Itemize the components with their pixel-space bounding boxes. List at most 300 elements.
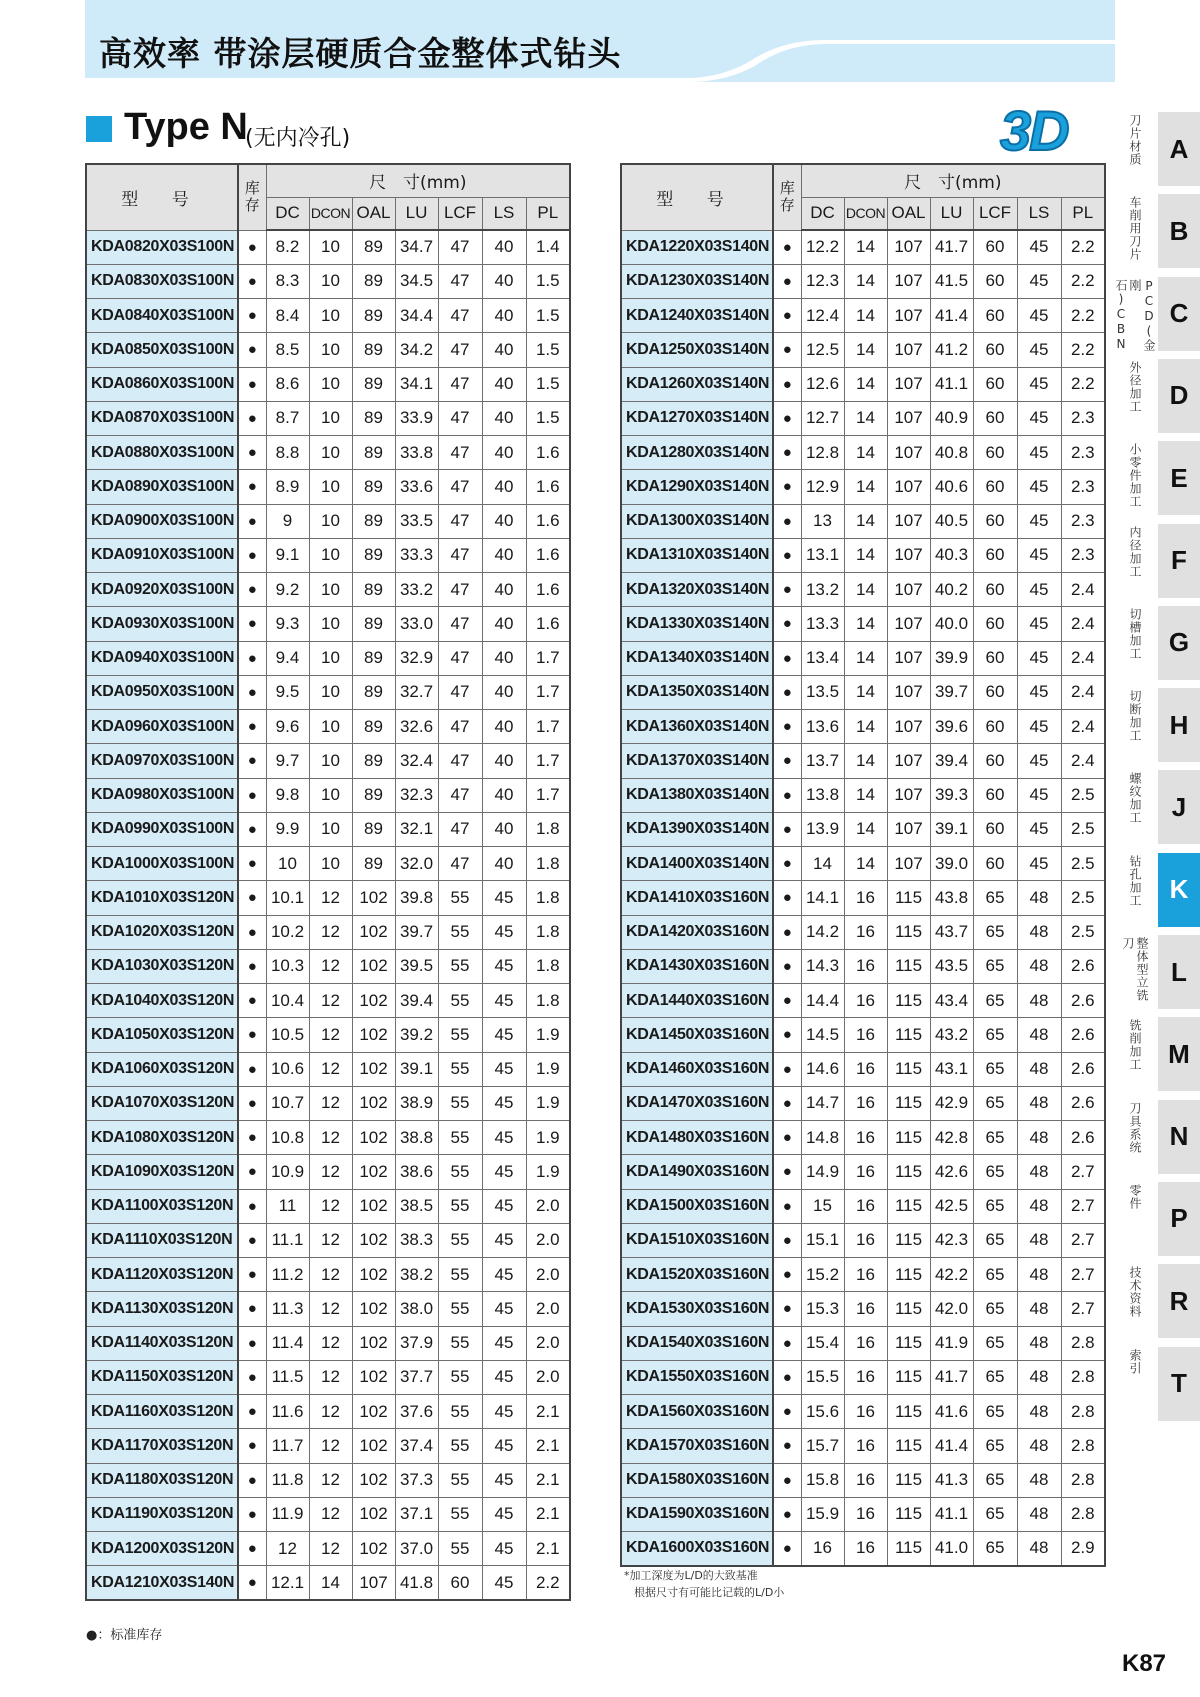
side-tab-label: 整体型立铣刀 <box>1121 937 1149 1002</box>
ls-cell: 40 <box>482 641 526 675</box>
table-row <box>621 1121 1105 1155</box>
oal-cell: 115 <box>887 1463 930 1497</box>
dcon-cell: 10 <box>309 470 352 504</box>
ls-cell: 45 <box>1017 812 1061 846</box>
oal-cell: 115 <box>887 1223 930 1257</box>
side-tab-f[interactable] <box>1122 522 1200 600</box>
table-row <box>621 778 1105 812</box>
ls-cell: 40 <box>482 847 526 881</box>
lu-cell: 32.6 <box>395 710 438 744</box>
model-cell: KDA1580X03S160N <box>621 1463 773 1497</box>
lu-cell: 40.2 <box>930 573 973 607</box>
side-tab-g[interactable] <box>1122 604 1200 682</box>
dcon-cell: 16 <box>844 1223 887 1257</box>
side-tab-r[interactable] <box>1122 1262 1200 1340</box>
oal-cell: 115 <box>887 1018 930 1052</box>
lcf-cell: 60 <box>973 333 1017 367</box>
ls-cell: 45 <box>1017 230 1061 264</box>
ls-cell: 45 <box>482 1360 526 1394</box>
oal-cell: 102 <box>352 1223 395 1257</box>
dcon-cell: 16 <box>844 1292 887 1326</box>
lcf-cell: 55 <box>438 1429 482 1463</box>
table-row <box>621 573 1105 607</box>
table-row <box>86 1532 570 1566</box>
oal-cell: 115 <box>887 1326 930 1360</box>
side-tab-a[interactable] <box>1122 110 1200 188</box>
side-tab-letter: C <box>1158 277 1200 351</box>
side-tab-h[interactable] <box>1122 686 1200 764</box>
lcf-cell: 65 <box>973 1360 1017 1394</box>
model-cell: KDA1020X03S120N <box>86 915 238 949</box>
lu-cell: 43.5 <box>930 949 973 983</box>
pl-cell: 2.3 <box>1061 504 1105 538</box>
pl-cell: 2.2 <box>1061 230 1105 264</box>
model-cell: KDA1290X03S140N <box>621 470 773 504</box>
lcf-cell: 65 <box>973 1121 1017 1155</box>
oal-cell: 102 <box>352 1052 395 1086</box>
table-row <box>86 504 570 538</box>
dcon-cell: 16 <box>844 1018 887 1052</box>
lcf-cell: 60 <box>973 264 1017 298</box>
dc-cell: 12 <box>266 1532 309 1566</box>
stock-cell: ● <box>773 1326 801 1360</box>
model-cell: KDA0850X03S100N <box>86 333 238 367</box>
dc-cell: 13 <box>801 504 844 538</box>
table-row <box>621 504 1105 538</box>
lu-cell: 41.2 <box>930 333 973 367</box>
table-row <box>621 1189 1105 1223</box>
table-row <box>621 1360 1105 1394</box>
page-title: 高效率 带涂层硬质合金整体式钻头 <box>99 34 622 73</box>
pl-cell: 1.7 <box>526 641 570 675</box>
stock-cell: ● <box>773 1052 801 1086</box>
dc-cell: 15.9 <box>801 1497 844 1531</box>
lu-cell: 39.3 <box>930 778 973 812</box>
lu-cell: 32.4 <box>395 744 438 778</box>
pl-cell: 1.9 <box>526 1052 570 1086</box>
dc-cell: 10.6 <box>266 1052 309 1086</box>
table-row <box>621 607 1105 641</box>
column-header-lcf: LCF <box>973 197 1017 230</box>
stock-cell: ● <box>238 333 266 367</box>
dcon-cell: 10 <box>309 264 352 298</box>
lu-cell: 37.7 <box>395 1360 438 1394</box>
section-marker-square <box>86 116 112 142</box>
model-cell: KDA1240X03S140N <box>621 299 773 333</box>
lcf-cell: 47 <box>438 367 482 401</box>
ls-cell: 40 <box>482 333 526 367</box>
stock-cell: ● <box>238 1189 266 1223</box>
table-row <box>86 675 570 709</box>
oal-cell: 115 <box>887 915 930 949</box>
dc-cell: 14 <box>801 847 844 881</box>
ls-cell: 40 <box>482 264 526 298</box>
dc-cell: 11.1 <box>266 1223 309 1257</box>
stock-cell: ● <box>773 607 801 641</box>
dc-cell: 14.4 <box>801 984 844 1018</box>
model-cell: KDA1490X03S160N <box>621 1155 773 1189</box>
lcf-cell: 47 <box>438 401 482 435</box>
lu-cell: 37.1 <box>395 1497 438 1531</box>
side-tab-c[interactable] <box>1114 275 1200 353</box>
stock-cell: ● <box>773 538 801 572</box>
stock-cell: ● <box>238 1018 266 1052</box>
ls-cell: 45 <box>482 1121 526 1155</box>
lcf-cell: 47 <box>438 778 482 812</box>
table-row <box>621 401 1105 435</box>
ls-cell: 48 <box>1017 915 1061 949</box>
ls-cell: 45 <box>1017 538 1061 572</box>
lcf-cell: 60 <box>973 538 1017 572</box>
side-tab-k[interactable] <box>1122 851 1200 929</box>
dc-cell: 12.1 <box>266 1566 309 1600</box>
lcf-cell: 55 <box>438 1395 482 1429</box>
stock-cell: ● <box>773 881 801 915</box>
dcon-cell: 14 <box>844 744 887 778</box>
lu-cell: 40.6 <box>930 470 973 504</box>
lcf-cell: 55 <box>438 1223 482 1257</box>
lcf-cell: 47 <box>438 299 482 333</box>
table-row <box>621 436 1105 470</box>
lu-cell: 33.3 <box>395 538 438 572</box>
ls-cell: 40 <box>482 607 526 641</box>
dcon-cell: 16 <box>844 949 887 983</box>
ls-cell: 45 <box>482 1223 526 1257</box>
table-row <box>86 641 570 675</box>
table-row <box>86 1189 570 1223</box>
dcon-cell: 12 <box>309 1258 352 1292</box>
stock-cell: ● <box>773 1155 801 1189</box>
stock-cell: ● <box>773 1497 801 1531</box>
oal-cell: 102 <box>352 949 395 983</box>
table-row <box>621 333 1105 367</box>
model-cell: KDA0930X03S100N <box>86 607 238 641</box>
pl-cell: 2.3 <box>1061 401 1105 435</box>
dc-cell: 9.9 <box>266 812 309 846</box>
ls-cell: 45 <box>482 1155 526 1189</box>
side-tab-l[interactable] <box>1122 933 1200 1011</box>
table-row <box>86 470 570 504</box>
page-number: K87 <box>1122 1650 1167 1677</box>
pl-cell: 1.9 <box>526 1018 570 1052</box>
stock-cell: ● <box>773 401 801 435</box>
side-tab-letter: P <box>1158 1182 1200 1256</box>
dcon-cell: 10 <box>309 573 352 607</box>
pl-cell: 2.5 <box>1061 812 1105 846</box>
side-tab-letter: T <box>1158 1347 1200 1421</box>
column-header-lu: LU <box>930 197 973 230</box>
ls-cell: 45 <box>1017 744 1061 778</box>
model-cell: KDA1380X03S140N <box>621 778 773 812</box>
dc-cell: 15.8 <box>801 1463 844 1497</box>
lu-cell: 39.8 <box>395 881 438 915</box>
pl-cell: 1.5 <box>526 401 570 435</box>
dc-cell: 10.3 <box>266 949 309 983</box>
lu-cell: 41.7 <box>930 230 973 264</box>
model-cell: KDA1480X03S160N <box>621 1121 773 1155</box>
oal-cell: 89 <box>352 264 395 298</box>
model-cell: KDA1000X03S100N <box>86 847 238 881</box>
side-tab-b[interactable] <box>1122 192 1200 270</box>
table-row <box>86 401 570 435</box>
section-subtitle: (无内冷孔) <box>245 126 351 151</box>
table-row <box>86 984 570 1018</box>
pl-cell: 2.0 <box>526 1223 570 1257</box>
stock-cell: ● <box>238 1052 266 1086</box>
oal-cell: 107 <box>887 504 930 538</box>
dc-cell: 9.1 <box>266 538 309 572</box>
stock-cell: ● <box>238 710 266 744</box>
table-row <box>621 538 1105 572</box>
dcon-cell: 14 <box>844 367 887 401</box>
lu-cell: 34.2 <box>395 333 438 367</box>
dc-cell: 15.4 <box>801 1326 844 1360</box>
lu-cell: 39.1 <box>930 812 973 846</box>
lcf-cell: 60 <box>973 504 1017 538</box>
dc-cell: 14.1 <box>801 881 844 915</box>
stock-cell: ● <box>238 1395 266 1429</box>
dcon-cell: 12 <box>309 1086 352 1120</box>
lu-cell: 42.0 <box>930 1292 973 1326</box>
stock-cell: ● <box>238 504 266 538</box>
stock-cell: ● <box>238 675 266 709</box>
dc-cell: 14.2 <box>801 915 844 949</box>
dc-cell: 14.3 <box>801 949 844 983</box>
lcf-cell: 65 <box>973 1429 1017 1463</box>
dcon-cell: 10 <box>309 641 352 675</box>
dc-cell: 15.1 <box>801 1223 844 1257</box>
table-row <box>86 1086 570 1120</box>
oal-cell: 89 <box>352 367 395 401</box>
side-tab-label: 刀片材质 <box>1128 114 1142 166</box>
oal-cell: 102 <box>352 1155 395 1189</box>
pl-cell: 2.1 <box>526 1532 570 1566</box>
ls-cell: 45 <box>1017 470 1061 504</box>
pl-cell: 2.6 <box>1061 1018 1105 1052</box>
lu-cell: 38.5 <box>395 1189 438 1223</box>
stock-cell: ● <box>773 949 801 983</box>
stock-cell: ● <box>773 710 801 744</box>
oal-cell: 89 <box>352 675 395 709</box>
side-tab-letter: L <box>1158 935 1200 1009</box>
side-tab-p[interactable] <box>1122 1180 1200 1258</box>
lcf-cell: 60 <box>973 710 1017 744</box>
model-cell: KDA1040X03S120N <box>86 984 238 1018</box>
pl-cell: 1.7 <box>526 675 570 709</box>
stock-cell: ● <box>238 1223 266 1257</box>
oal-cell: 107 <box>887 675 930 709</box>
pl-cell: 1.5 <box>526 264 570 298</box>
table-row <box>621 675 1105 709</box>
model-cell: KDA1450X03S160N <box>621 1018 773 1052</box>
stock-cell: ● <box>238 367 266 401</box>
dc-cell: 10.7 <box>266 1086 309 1120</box>
side-tab-label: 铣削加工 <box>1128 1019 1142 1072</box>
table-row <box>86 367 570 401</box>
oal-cell: 102 <box>352 1395 395 1429</box>
oal-cell: 89 <box>352 573 395 607</box>
ls-cell: 45 <box>482 1326 526 1360</box>
lcf-cell: 55 <box>438 984 482 1018</box>
dc-cell: 10.5 <box>266 1018 309 1052</box>
side-tab-d[interactable] <box>1122 357 1200 435</box>
lu-cell: 39.4 <box>395 984 438 1018</box>
ls-cell: 45 <box>482 1052 526 1086</box>
dc-cell: 10.1 <box>266 881 309 915</box>
oal-cell: 102 <box>352 1086 395 1120</box>
lu-cell: 41.4 <box>930 299 973 333</box>
ls-cell: 40 <box>482 504 526 538</box>
table-row <box>621 744 1105 778</box>
stock-cell: ● <box>773 1360 801 1394</box>
model-header: 型 号 <box>86 164 238 230</box>
side-tab-label: 小零件加工 <box>1128 443 1142 509</box>
lu-cell: 41.0 <box>930 1532 973 1566</box>
column-header-pl: PL <box>526 197 570 230</box>
dcon-cell: 14 <box>844 401 887 435</box>
lu-cell: 33.2 <box>395 573 438 607</box>
side-tab-t[interactable] <box>1122 1345 1200 1423</box>
model-cell: KDA1430X03S160N <box>621 949 773 983</box>
stock-cell: ● <box>238 1258 266 1292</box>
lu-cell: 43.4 <box>930 984 973 1018</box>
table-row <box>621 1086 1105 1120</box>
column-header-dcon: DCON <box>844 197 887 230</box>
side-tab-letter: M <box>1158 1017 1200 1091</box>
dc-cell: 15.6 <box>801 1395 844 1429</box>
oal-cell: 89 <box>352 299 395 333</box>
oal-cell: 89 <box>352 847 395 881</box>
ls-cell: 45 <box>482 1532 526 1566</box>
dcon-cell: 14 <box>844 436 887 470</box>
lcf-cell: 60 <box>973 847 1017 881</box>
lcf-cell: 47 <box>438 436 482 470</box>
lcf-cell: 65 <box>973 949 1017 983</box>
side-tab-label: 钻孔加工 <box>1128 854 1142 907</box>
lu-cell: 33.0 <box>395 607 438 641</box>
table-row <box>621 1258 1105 1292</box>
pl-cell: 2.6 <box>1061 1052 1105 1086</box>
pl-cell: 2.5 <box>1061 881 1105 915</box>
oal-cell: 107 <box>887 333 930 367</box>
pl-cell: 1.6 <box>526 573 570 607</box>
table-row <box>621 710 1105 744</box>
footnote-line-2: 根据尺寸有可能比记载的L/D小 <box>634 1586 785 1599</box>
lcf-cell: 60 <box>973 778 1017 812</box>
ls-cell: 45 <box>1017 710 1061 744</box>
dc-cell: 8.8 <box>266 436 309 470</box>
dcon-cell: 14 <box>844 710 887 744</box>
lu-cell: 41.8 <box>395 1566 438 1600</box>
dcon-cell: 12 <box>309 1463 352 1497</box>
dcon-cell: 12 <box>309 1360 352 1394</box>
lcf-cell: 47 <box>438 573 482 607</box>
lu-cell: 33.8 <box>395 436 438 470</box>
stock-cell: ● <box>238 1326 266 1360</box>
stock-cell: ● <box>238 538 266 572</box>
lcf-cell: 65 <box>973 1052 1017 1086</box>
model-cell: KDA1220X03S140N <box>621 230 773 264</box>
side-tab-e[interactable] <box>1122 439 1200 517</box>
footnote-line-1: *加工深度为L/D的大致基准 <box>624 1569 758 1582</box>
dc-cell: 14.8 <box>801 1121 844 1155</box>
lu-cell: 38.3 <box>395 1223 438 1257</box>
table-row <box>621 1155 1105 1189</box>
dc-cell: 10.9 <box>266 1155 309 1189</box>
dcon-cell: 10 <box>309 675 352 709</box>
model-cell: KDA0970X03S100N <box>86 744 238 778</box>
lu-cell: 38.2 <box>395 1258 438 1292</box>
model-cell: KDA0880X03S100N <box>86 436 238 470</box>
side-tab-n[interactable] <box>1122 1098 1200 1176</box>
dcon-cell: 16 <box>844 1497 887 1531</box>
table-row <box>86 812 570 846</box>
lu-cell: 34.5 <box>395 264 438 298</box>
stock-cell: ● <box>238 881 266 915</box>
oal-cell: 89 <box>352 710 395 744</box>
dc-cell: 13.4 <box>801 641 844 675</box>
lcf-cell: 65 <box>973 1395 1017 1429</box>
stock-cell: ● <box>238 1086 266 1120</box>
lu-cell: 32.7 <box>395 675 438 709</box>
table-row <box>621 1292 1105 1326</box>
oal-cell: 107 <box>887 847 930 881</box>
dcon-cell: 10 <box>309 778 352 812</box>
pl-cell: 2.3 <box>1061 470 1105 504</box>
lcf-cell: 55 <box>438 1258 482 1292</box>
pl-cell: 2.6 <box>1061 1121 1105 1155</box>
table-row <box>86 744 570 778</box>
lcf-cell: 65 <box>973 1326 1017 1360</box>
dcon-cell: 12 <box>309 1326 352 1360</box>
oal-cell: 89 <box>352 436 395 470</box>
model-cell: KDA1100X03S120N <box>86 1189 238 1223</box>
oal-cell: 102 <box>352 915 395 949</box>
model-cell: KDA1340X03S140N <box>621 641 773 675</box>
lcf-cell: 47 <box>438 333 482 367</box>
lcf-cell: 65 <box>973 1086 1017 1120</box>
lcf-cell: 55 <box>438 1155 482 1189</box>
ls-cell: 40 <box>482 710 526 744</box>
dc-cell: 13.2 <box>801 573 844 607</box>
dc-cell: 12.8 <box>801 436 844 470</box>
pl-cell: 2.4 <box>1061 675 1105 709</box>
pl-cell: 2.9 <box>1061 1532 1105 1566</box>
stock-cell: ● <box>238 641 266 675</box>
dcon-cell: 16 <box>844 1463 887 1497</box>
lcf-cell: 55 <box>438 1497 482 1531</box>
ls-cell: 40 <box>482 299 526 333</box>
pl-cell: 1.6 <box>526 504 570 538</box>
ls-cell: 40 <box>482 401 526 435</box>
ls-cell: 45 <box>1017 401 1061 435</box>
lu-cell: 37.4 <box>395 1429 438 1463</box>
lcf-cell: 55 <box>438 1532 482 1566</box>
dc-cell: 10.4 <box>266 984 309 1018</box>
dc-cell: 12.7 <box>801 401 844 435</box>
side-tab-m[interactable] <box>1122 1015 1200 1093</box>
stock-cell: ● <box>773 230 801 264</box>
side-tab-letter: D <box>1158 359 1200 433</box>
model-cell: KDA1470X03S160N <box>621 1086 773 1120</box>
table-row <box>86 1326 570 1360</box>
dc-cell: 14.5 <box>801 1018 844 1052</box>
lcf-cell: 65 <box>973 915 1017 949</box>
table-row <box>621 812 1105 846</box>
lcf-cell: 65 <box>973 1463 1017 1497</box>
side-tab-j[interactable] <box>1122 768 1200 846</box>
model-cell: KDA1420X03S160N <box>621 915 773 949</box>
